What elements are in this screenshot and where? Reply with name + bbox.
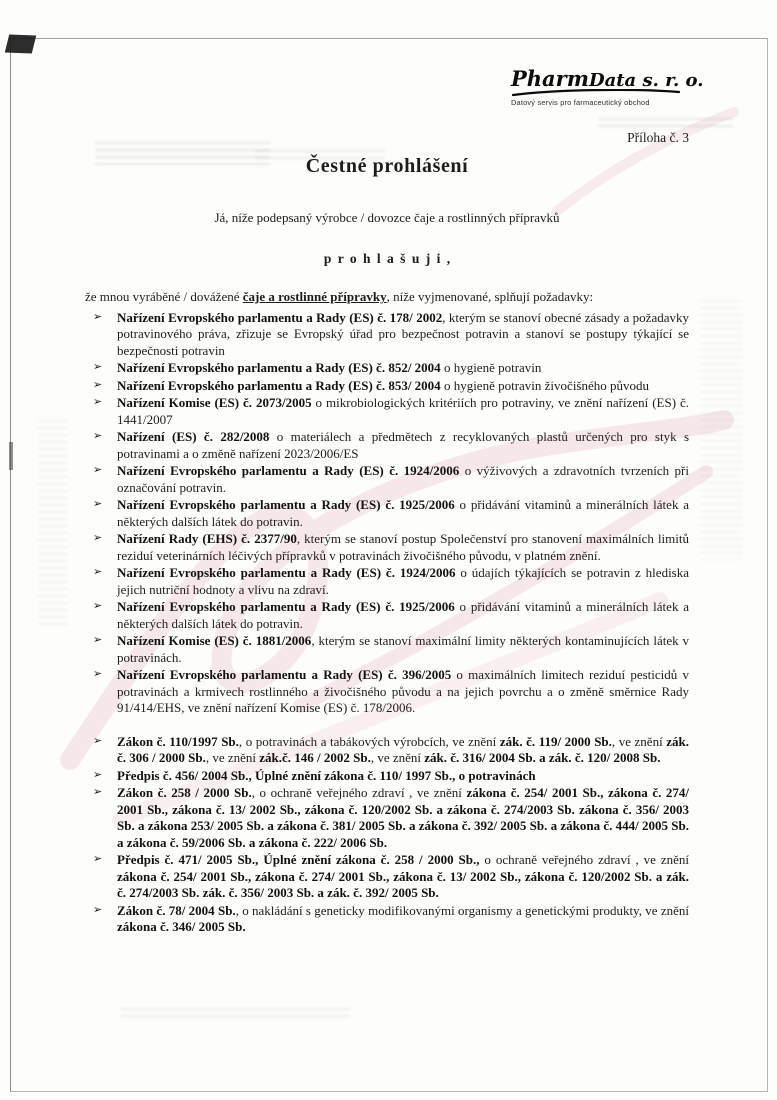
list-item <box>93 360 689 377</box>
arrow-bullet-icon: ➢ <box>93 378 103 391</box>
arrow-bullet-icon: ➢ <box>93 361 103 374</box>
list-item <box>93 734 689 767</box>
list-item <box>93 565 689 598</box>
arrow-bullet-icon: ➢ <box>93 498 103 511</box>
bleed-through-smudge <box>120 1008 350 1020</box>
list-item <box>93 310 689 360</box>
list-item <box>93 429 689 462</box>
page-title: Čestné prohlášení <box>305 155 469 178</box>
list-item-text: Nařízení Evropského parlamentu a Rady (ES) č. 1924/2006 o údajích týkajících se potravin z hlediska jejich nutriční hodnoty a vlivu na zdraví. <box>117 565 690 597</box>
arrow-bullet-icon: ➢ <box>93 430 103 443</box>
list-item <box>93 599 689 632</box>
bleed-through-smudge <box>38 420 68 630</box>
pharmdata-logo <box>511 66 704 107</box>
declaration-lead <box>85 289 689 306</box>
list-item <box>93 667 689 717</box>
arrow-bullet-icon: ➢ <box>93 786 103 799</box>
arrow-bullet-icon: ➢ <box>93 668 103 681</box>
list-item <box>93 463 689 496</box>
arrow-bullet-icon: ➢ <box>93 396 103 409</box>
regulation-list-eu <box>93 310 689 717</box>
list-item <box>93 768 689 785</box>
list-item-text: Nařízení Evropského parlamentu a Rady (ES) č. 853/ 2004 o hygieně potravin živočišného původu <box>117 377 650 393</box>
list-item-text: Nařízení Evropského parlamentu a Rady (ES) č. 178/ 2002, kterým se stanoví obecné zásady a požadavky potravinového práva, zřizuje se Evropský úřad pro bezpečnost potravin a stanoví se postupy týkající se bezpečnosti potravin <box>117 309 689 358</box>
list-item-text: Nařízení Evropského parlamentu a Rady (ES) č. 1925/2006 o přidávání vitaminů a minerálních látek a některých dalších látek do potravin. <box>117 497 690 529</box>
document-content <box>85 66 704 937</box>
lead-prefix: že mnou vyráběné / dovážené <box>85 289 243 305</box>
list-item-text: Předpis č. 471/ 2005 Sb., Úplné znění zákona č. 258 / 2000 Sb., o ochraně veřejného zdraví , ve znění zákona č. 254/ 2001 Sb., zákona č. 274/ 2001 Sb., zákona č. 13/ 2002 Sb., zákona č. 120/2002 Sb. a zák. č. 274/2003 Sb. zák. č. 356/ 2003 Sb. a zák. č. 392/ 2005 Sb. <box>117 852 690 901</box>
arrow-bullet-icon: ➢ <box>93 464 103 477</box>
list-item-text: Nařízení Evropského parlamentu a Rady (ES) č. 396/2005 o maximálních limitech reziduí pesticidů v potravinách a krmivech rostlinného a živočišného původu a na jejich povrchu a o změně směrnice Rady 91/414/EHS, ve znění nařízení Komise (ES) č. 178/2006. <box>117 667 689 716</box>
regulation-list-cz <box>93 734 689 936</box>
arrow-bullet-icon: ➢ <box>93 566 103 579</box>
arrow-bullet-icon: ➢ <box>93 853 103 866</box>
arrow-bullet-icon: ➢ <box>93 532 103 545</box>
lead-emphasis: čaje a rostlinné přípravky <box>242 289 387 305</box>
arrow-bullet-icon: ➢ <box>93 768 103 781</box>
scan-corner-artifact <box>5 35 36 54</box>
declaration-intro: Já, níže podepsaný výrobce / dovozce čaje a rostlinných přípravků <box>214 209 560 225</box>
list-item-text: Nařízení (ES) č. 282/2008 o materiálech a předmětech z recyklovaných plastů určených pro styk s potravinami a o změně nařízení 2023/2006/ES <box>117 429 689 461</box>
declaration-keyword: p r o h l a š u j i , <box>323 251 451 267</box>
list-item <box>93 785 689 851</box>
list-item-text: Nařízení Komise (ES) č. 1881/2006, kterým se stanoví maximální limity některých kontaminujících látek v potravinách. <box>117 633 689 665</box>
list-item <box>93 852 689 902</box>
arrow-bullet-icon: ➢ <box>93 310 103 323</box>
arrow-bullet-icon: ➢ <box>93 600 103 613</box>
scan-edge-artifact <box>9 442 13 470</box>
logo-tagline: Datový servis pro farmaceutický obchod <box>511 97 650 107</box>
list-item-text: Zákon č. 78/ 2004 Sb., o nakládání s geneticky modifikovanými organismy a genetickými produkty, ve znění zákona č. 346/ 2005 Sb. <box>117 902 689 935</box>
list-item-text: Zákon č. 110/1997 Sb., o potravinách a tabákových výrobcích, ve znění zák. č. 119/ 2000 Sb., ve znění zák. č. 306 / 2000 Sb., ve znění zák.č. 146 / 2002 Sb., ve znění zák. č. 316/ 2004 Sb. a zák. č. 120/ 2008 Sb. <box>117 733 689 766</box>
arrow-bullet-icon: ➢ <box>93 903 103 916</box>
list-item <box>93 531 689 564</box>
list-item <box>93 378 689 395</box>
attachment-label: Příloha č. 3 <box>627 130 689 146</box>
logo-brand-first: Pharm <box>511 66 589 91</box>
list-item-text: Zákon č. 258 / 2000 Sb., o ochraně veřejného zdraví , ve znění zákona č. 254/ 2001 Sb., zákona č. 274/ 2001 Sb., zákona č. 13/ 2002 Sb., zákona č. 120/2002 Sb. a zákona č. 274/2003 Sb. zákona č. 356/ 2003 Sb. a zákona 253/ 2005 Sb. a zákona č. 381/ 2005 Sb. a zákona č. 392/ 2005 Sb. a zákona č. 444/ 2005 Sb. a zákona č. 59/2006 Sb. a zákona č. 222/ 2006 Sb. <box>117 785 689 850</box>
list-item-text: Nařízení Rady (EHS) č. 2377/90, kterým se stanoví postup Společenství pro stanovení maximálních limitů reziduí veterinárních léčivých přípravků v potravinách živočišného původu, v platném znění. <box>117 531 690 563</box>
list-item <box>93 903 689 936</box>
list-item <box>93 497 689 530</box>
list-item-text: Nařízení Evropského parlamentu a Rady (ES) č. 1924/2006 o výživových a zdravotních tvrzeních při označování potravin. <box>117 463 689 495</box>
lead-suffix: , níže vyjmenované, splňují požadavky: <box>386 289 594 305</box>
list-item <box>93 395 689 428</box>
list-item-text: Nařízení Evropského parlamentu a Rady (ES) č. 1925/2006 o přidávání vitaminů a minerálních látek a některých dalších látek do potravin. <box>117 599 690 631</box>
logo-brand-rest: Data s. r. o. <box>588 70 704 91</box>
list-item-text: Předpis č. 456/ 2004 Sb., Úplné znění zákona č. 110/ 1997 Sb., o potravinách <box>117 767 536 783</box>
bleed-through-smudge <box>700 300 742 560</box>
list-item-text: Nařízení Komise (ES) č. 2073/2005 o mikrobiologických kritériích pro potraviny, ve znění nařízení (ES) č. 1441/2007 <box>117 395 690 427</box>
arrow-bullet-icon: ➢ <box>93 634 103 647</box>
list-item <box>93 633 689 666</box>
list-item-text: Nařízení Evropského parlamentu a Rady (ES) č. 852/ 2004 o hygieně potravin <box>117 360 542 376</box>
arrow-bullet-icon: ➢ <box>93 734 103 747</box>
